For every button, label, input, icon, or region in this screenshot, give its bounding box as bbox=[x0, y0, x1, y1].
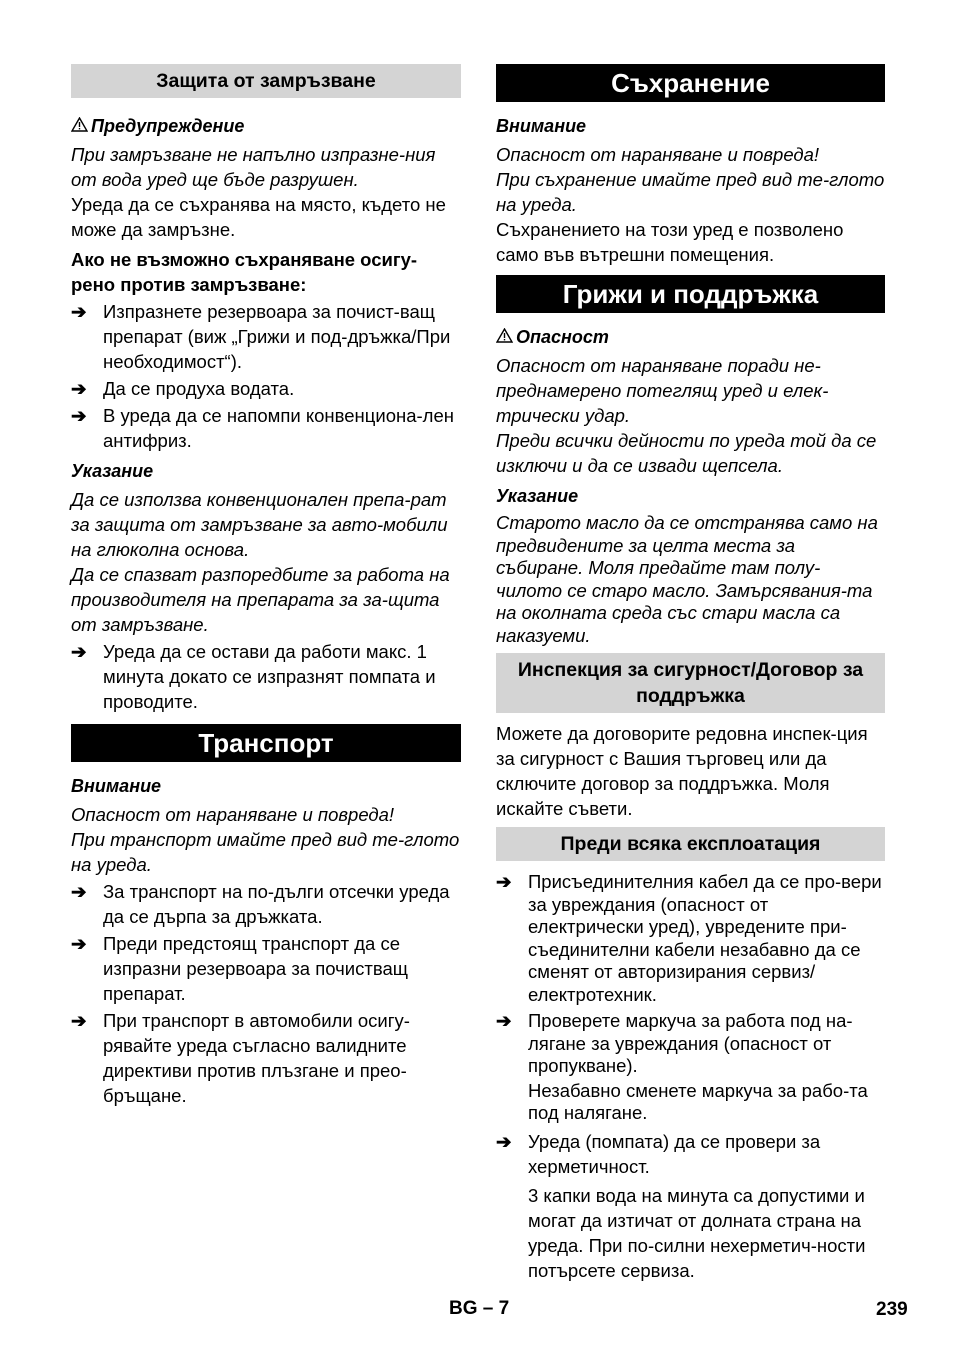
list-item: ➔ При транспорт в автомобили осигу-рявайте уреда съгласно валидните директиви против плъзгане и прео-бръщане. bbox=[71, 1010, 410, 1106]
caution-heading: Внимание bbox=[496, 116, 587, 136]
arrow-right-icon: ➔ bbox=[71, 1010, 87, 1031]
arrow-right-icon: ➔ bbox=[71, 881, 87, 902]
list-item-continuation: 3 капки вода на минута са допустими и могат да изтичат от долната страна на уреда. При по-силни нехерметич-ности потърсете сервиза. bbox=[528, 1184, 866, 1281]
warning-label: Предупреждение bbox=[91, 116, 245, 136]
note-text-1: Да се използва конвенционален препа-рат за защита от замръзване за авто-мобили на глюколна основа. bbox=[71, 489, 448, 560]
list-item: ➔ Преди предстоящ транспорт да се изпразни резервоара за почистващ препарат. bbox=[71, 933, 408, 1004]
caution-text-2: При съхранение имайте пред вид те-глото на уреда. bbox=[496, 169, 885, 215]
list-item: ➔ За транспорт на по-дълги отсечки уреда да се дърпа за дръжката. bbox=[71, 881, 450, 927]
caution-heading: Внимание bbox=[71, 776, 162, 796]
list-item: ➔ Уреда (помпата) да се провери за херметичност. bbox=[496, 1130, 821, 1177]
arrow-right-icon: ➔ bbox=[71, 405, 87, 426]
frost-bold-text: Ако не възможно съхраняване осигу-рено против замръзване: bbox=[71, 249, 418, 295]
caution-text-1: Опасност от нараняване и повреда! bbox=[71, 804, 395, 825]
note-heading: Указание bbox=[71, 461, 154, 481]
section-title-before-operation: Преди всяка експлоатация bbox=[496, 827, 885, 861]
caution-text-1: Опасност от нараняване и повреда! bbox=[496, 144, 820, 165]
arrow-right-icon: ➔ bbox=[496, 1010, 512, 1031]
warning-text: При замръзване не напълно изпразне-ния от вода уред ще бъде разрушен. bbox=[71, 144, 436, 190]
danger-label: Опасност bbox=[516, 327, 609, 347]
list-item: ➔ Присъединителния кабел да се про-вери за увреждания (опасност от електрически уред), увредените при-съединителни кабели незабавно да се сменят от авторизирания сервиз/ електротехник. bbox=[496, 871, 882, 1005]
list-item: ➔ Уреда да се остави да работи макс. 1 минута докато се изпразнят помпата и проводите. bbox=[71, 641, 436, 712]
storage-text: Съхранението на този уред е позволено само във вътрешни помещения. bbox=[496, 219, 844, 265]
list-item-continuation: Незабавно сменете маркуча за рабо-та под налягане. bbox=[528, 1079, 868, 1123]
inspection-text: Можете да договорите редовна инспек-ция за сигурност с Вашия търговец или да сключите договор за поддръжка. Моля искайте съвети. bbox=[496, 723, 868, 819]
section-title-care: Грижи и поддръжка bbox=[496, 275, 885, 313]
section-title-transport: Транспорт bbox=[71, 724, 461, 762]
warning-triangle-icon bbox=[496, 325, 516, 349]
list-item: ➔ Проверете маркуча за работа под на-лягане за увреждания (опасност от пропукване). bbox=[496, 1010, 853, 1076]
left-column bbox=[71, 64, 461, 1108]
danger-text-2: Преди всички дейности по уреда той да се изключи и да се извади щепсела. bbox=[496, 430, 877, 476]
arrow-right-icon: ➔ bbox=[71, 301, 87, 322]
section-title-storage: Съхранение bbox=[496, 64, 885, 102]
warning-triangle-icon bbox=[71, 114, 91, 138]
section-title-frost-protection: Защита от замръзване bbox=[71, 64, 461, 98]
caution-text-2: При транспорт имайте пред вид те-глото на уреда. bbox=[71, 829, 460, 875]
page-number: 239 bbox=[876, 1299, 908, 1320]
danger-heading bbox=[496, 325, 885, 349]
list-item: ➔ Изпразнете резервоара за почист-ващ препарат (виж „Грижи и под-дръжка/При необходимост“). bbox=[71, 301, 451, 372]
arrow-right-icon: ➔ bbox=[71, 641, 87, 662]
section-title-inspection: Инспекция за сигурност/Договор за поддръжка bbox=[496, 653, 885, 713]
note-text-2: Да се спазват разпоредбите за работа на производителя на препарата за за-щита от замръзване. bbox=[71, 564, 450, 635]
list-item: ➔ Да се продуха водата. bbox=[71, 378, 295, 399]
arrow-right-icon: ➔ bbox=[496, 871, 512, 892]
warning-heading bbox=[71, 114, 461, 138]
list-item: ➔ В уреда да се напомпи конвенциона-лен антифриз. bbox=[71, 405, 454, 451]
arrow-right-icon: ➔ bbox=[71, 933, 87, 954]
danger-text-1: Опасност от нараняване поради не-преднамерено потеглящ уред и елек-трически удар. bbox=[496, 355, 829, 426]
frost-text: Уреда да се съхранява на място, където не може да замръзне. bbox=[71, 194, 446, 240]
note-heading: Указание bbox=[496, 486, 579, 506]
arrow-right-icon: ➔ bbox=[496, 1130, 512, 1152]
right-column bbox=[496, 64, 885, 1283]
footer-language-page: BG – 7 bbox=[449, 1298, 510, 1319]
arrow-right-icon: ➔ bbox=[71, 378, 87, 399]
note-text: Старото масло да се отстранява само на предвидените за целта места за събиране. Моля предайте там полу-чилото се старо масло. Замърсявания-та на околната среда със стари масла са наказуеми. bbox=[496, 512, 878, 646]
